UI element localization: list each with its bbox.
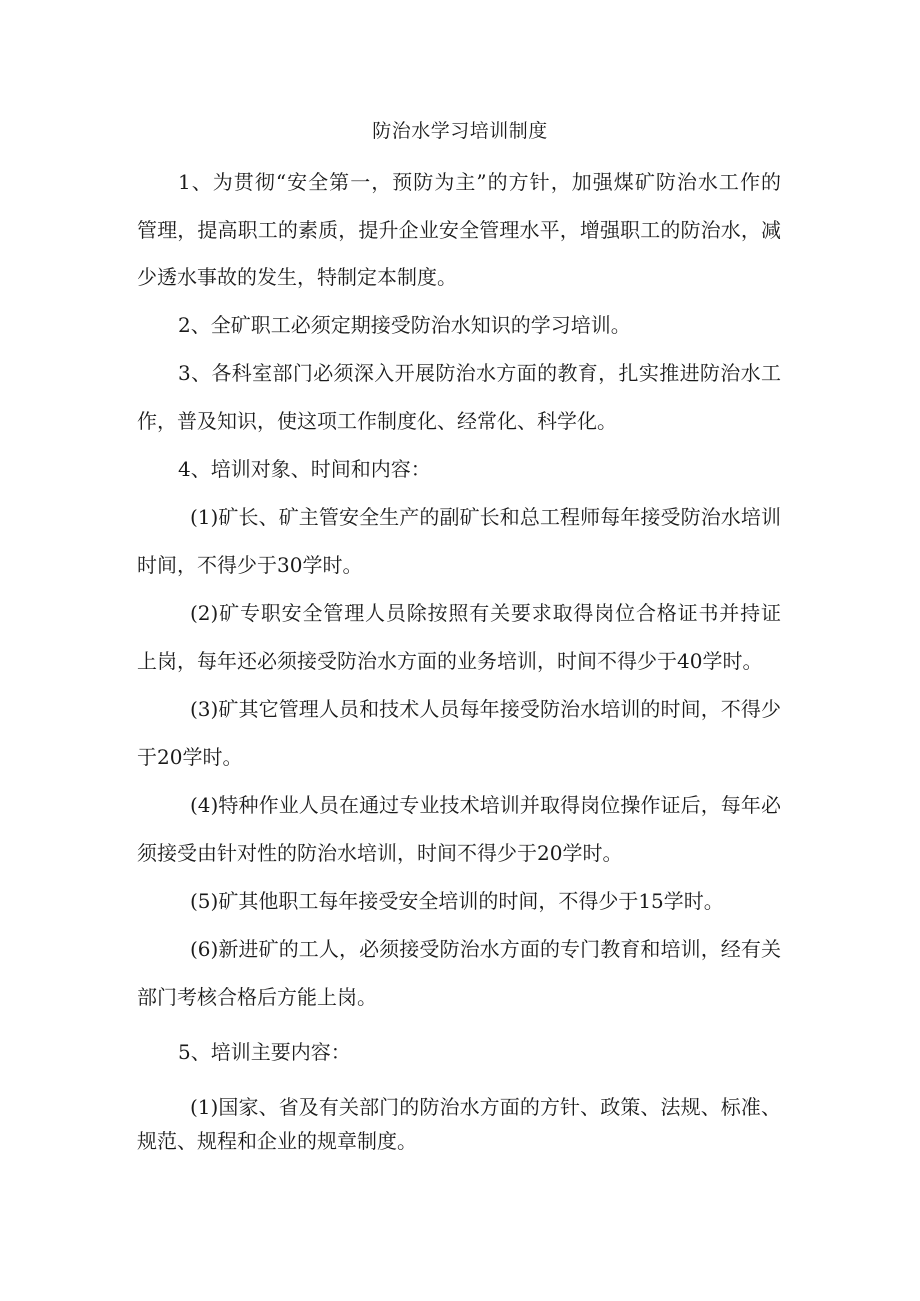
item-4-5-line-1: (5)矿其他职工每年接受安全培训的时间，不得少于15学时。 [190,889,724,913]
item-4-1-line-1: (1)矿长、矿主管安全生产的副矿长和总工程师每年接受防治水培训 [190,505,781,529]
paragraph-1-line-3: 少透水事故的发生，特制定本制度。 [137,265,457,289]
item-4-1-line-2: 时间，不得少于30学时。 [137,553,363,577]
item-4-4-line-2: 须接受由针对性的防治水培训，时间不得少于20学时。 [137,841,623,865]
document-title: 防治水学习培训制度 [372,120,548,142]
item-4-3-line-2: 于20学时。 [137,745,243,769]
paragraph-5-heading: 5、培训主要内容： [178,1040,351,1064]
item-4-6-line-1: (6)新进矿的工人，必须接受防治水方面的专门教育和培训，经有关 [190,937,781,961]
paragraph-1-line-2: 管理，提高职工的素质，提升企业安全管理水平，增强职工的防治水，减 [137,218,781,242]
item-4-4-line-1: (4)特种作业人员在通过专业技术培训并取得岗位操作证后，每年必 [190,793,781,817]
item-5-1-line-1: (1)国家、省及有关部门的防治水方面的方针、政策、法规、标准、 [190,1095,781,1119]
paragraph-2-line-1: 2、全矿职工必须定期接受防治水知识的学习培训。 [178,313,631,337]
paragraph-4-heading: 4、培训对象、时间和内容： [178,457,431,481]
item-4-2-line-1: (2)矿专职安全管理人员除按照有关要求取得岗位合格证书并持证 [190,601,781,625]
paragraph-1-line-1: 1、为贯彻“安全第一，预防为主”的方针，加强煤矿防治水工作的 [178,170,781,194]
paragraph-3-line-1: 3、各科室部门必须深入开展防治水方面的教育，扎实推进防治水工 [178,361,781,385]
paragraph-3-line-2: 作，普及知识，使这项工作制度化、经常化、科学化。 [137,409,617,433]
item-4-3-line-1: (3)矿其它管理人员和技术人员每年接受防治水培训的时间，不得少 [190,697,781,721]
item-5-1-line-2: 规范、规程和企业的规章制度。 [137,1129,417,1153]
item-4-2-line-2: 上岗，每年还必须接受防治水方面的业务培训，时间不得少于40学时。 [137,649,763,673]
item-4-6-line-2: 部门考核合格后方能上岗。 [137,985,377,1009]
